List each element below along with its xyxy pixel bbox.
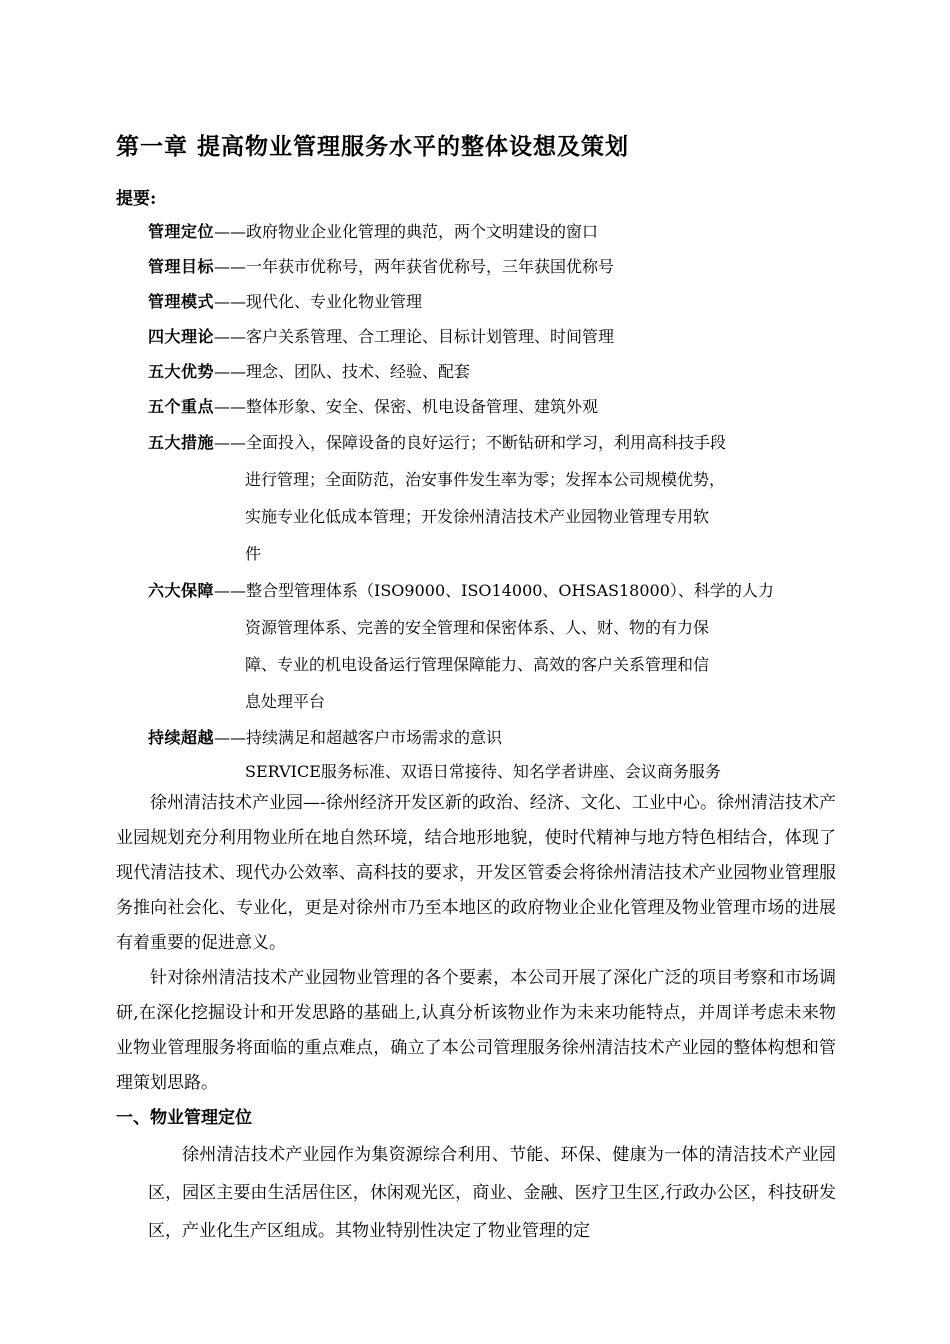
summary-item-beyond [148,720,848,755]
item-value: 政府物业企业化管理的典范，两个文明建设的窗口 [246,222,599,241]
item-dash: —— [214,397,247,416]
item-line: 障、专业的机电设备运行管理保障能力、高效的客户关系管理和信 [245,655,710,674]
item-line: 全面投入，保障设备的良好运行；不断钻研和学习，利用高科技手段 [246,433,727,452]
item-line: 实施专业化低成本管理；开发徐州清洁技术产业园物业管理专用软 [245,507,710,526]
item-key: 四大理论 [148,327,215,346]
summary-item-mode [148,284,848,319]
item-line: 息处理平台 [245,692,326,711]
item-value: 持续满足和超越客户市场需求的意识 [246,728,503,747]
summary-item-advantages [148,354,848,389]
summary-item-theories [148,319,848,354]
paragraph: 徐州清洁技术产业园—-徐州经济开发区新的政治、经济、文化、工业中心。徐州清洁技术产业园规划充分利用物业所在地自然环境，结合地形地貌，使时代精神与地方特色相结合，体现了现代清洁技术、现代办公效率、高科技的要求，开发区管委会将徐州清洁技术产业园物业管理服务推向社会化、专业化，更是对徐州市乃至本地区的政府物业企业化管理及物业管理市场的进展有着重要的促进意义。 [116,793,836,953]
chapter-title: 第一章 提高物业管理服务水平的整体设想及策划 [116,134,630,160]
item-dash: —— [214,222,247,241]
item-value: 理念、团队、技术、经验、配套 [246,362,471,381]
item-key: 五个重点 [148,397,215,416]
service-standards: SERVICE服务标准、双语日常接待、知名学者讲座、会议商务服务 [245,762,721,781]
item-line: 件 [245,544,262,563]
item-value: 现代化、专业化物业管理 [246,292,423,311]
item-line: 进行管理；全面防范，治安事件发生率为零；发挥本公司规模优势， [245,470,726,489]
summary-list [148,214,848,789]
item-value: 客户关系管理、合工理论、目标计划管理、时间管理 [246,327,615,346]
item-key: 六大保障 [148,581,215,600]
item-key: 五大优势 [148,362,215,381]
summary-item-focus [148,389,848,424]
item-dash: —— [214,292,247,311]
item-value: 一年获市优称号，两年获省优称号，三年获国优称号 [246,257,615,276]
body-text [116,786,836,1250]
item-lines [246,572,774,720]
item-dash: —— [214,728,247,747]
item-key: 持续超越 [148,728,215,747]
summary-item-measures [148,424,848,572]
abstract-label: 提要: [116,189,157,209]
summary-item-positioning [148,214,848,249]
item-dash: —— [214,581,247,600]
item-line: 整合型管理体系（ISO9000、ISO14000、OHSAS18000）、科学的人力 [246,581,774,600]
item-value: 整体形象、安全、保密、机电设备管理、建筑外观 [246,397,599,416]
item-key: 管理模式 [148,292,215,311]
item-key: 管理定位 [148,222,215,241]
item-key: 管理目标 [148,257,215,276]
paragraph: 徐州清洁技术产业园作为集资源综合利用、节能、环保、健康为一体的清洁技术产业园区，园区主要由生活居住区，休闲观光区，商业、金融、医疗卫生区,行政办公区，科技研发区，产业化生产区组成。其物业特别性决定了物业管理的定 [148,1145,836,1241]
item-dash: —— [214,257,247,276]
item-lines [246,424,726,572]
summary-item-guarantees [148,572,848,720]
summary-item-goal [148,249,848,284]
item-key: 五大措施 [148,433,215,452]
item-dash: —— [214,327,247,346]
section-heading: 一、物业管理定位 [116,1108,252,1128]
item-dash: —— [214,362,247,381]
item-line: 资源管理体系、完善的安全管理和保密体系、人、财、物的有力保 [245,618,710,637]
item-dash: —— [214,433,247,452]
paragraph: 针对徐州清洁技术产业园物业管理的各个要素，本公司开展了深化广泛的项目考察和市场调研,在深化挖掘设计和开发思路的基础上,认真分析该物业作为未来功能特点，并周详考虑未来物业物业管理服务将面临的重点难点，确立了本公司管理服务徐州清洁技术产业园的整体构想和管理策划思路。 [116,968,836,1093]
